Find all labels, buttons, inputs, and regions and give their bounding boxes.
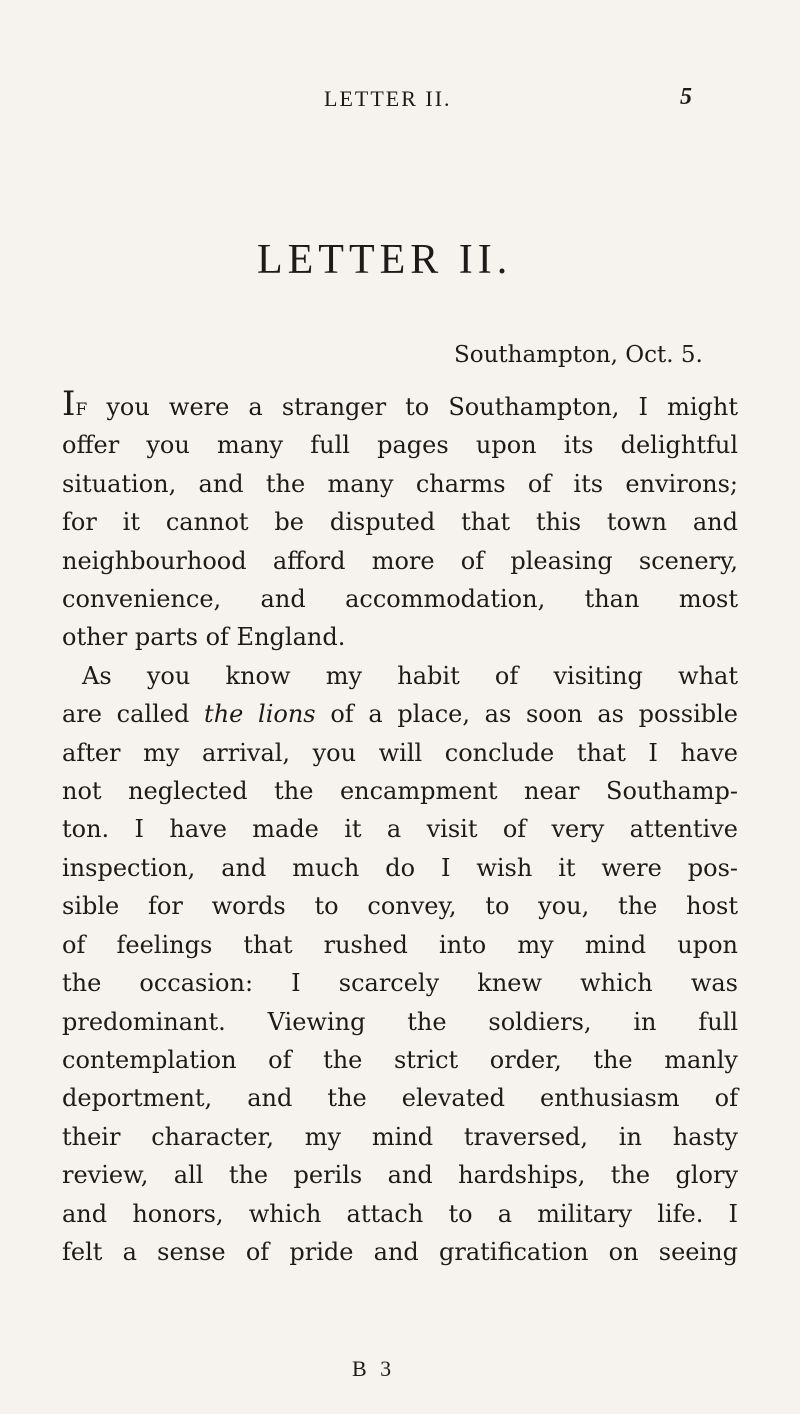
page-number: 5 xyxy=(680,84,692,110)
text-line: neighbourhood afford more of pleasing scenery, xyxy=(62,546,738,575)
text-line: offer you many full pages upon its delightful xyxy=(62,431,738,460)
dateline: Southampton, Oct. 5. xyxy=(454,342,703,368)
text-line: are called the lions of a place, as soon as possible xyxy=(62,700,739,729)
paragraph-2 xyxy=(62,657,738,1272)
text-line: If you were a stranger to Southampton, I might xyxy=(62,384,738,424)
text-line: ton. I have made it a visit of very attentive xyxy=(62,815,738,844)
text-line: not neglected the encampment near Southamp- xyxy=(62,777,738,806)
signature-mark: B 3 xyxy=(352,1356,396,1381)
text-line: contemplation of the strict order, the manly xyxy=(62,1045,738,1074)
letter-body xyxy=(62,384,739,1271)
text-line: felt a sense of pride and gratification on seeing xyxy=(62,1237,738,1266)
text-line: predominant. Viewing the soldiers, in full xyxy=(62,1007,738,1036)
text-line: deportment, and the elevated enthusiasm of xyxy=(62,1084,738,1113)
text-line: other parts of England. xyxy=(62,623,346,652)
text-line: convenience, and accommodation, than most xyxy=(62,585,738,614)
text-line: after my arrival, you will conclude that I have xyxy=(62,738,738,767)
letter-title: LETTER II. xyxy=(257,237,513,283)
text-line: for it cannot be disputed that this town and xyxy=(62,508,738,537)
running-head: LETTER II. xyxy=(324,86,452,111)
text-line: their character, my mind traversed, in hasty xyxy=(62,1122,738,1151)
drop-cap: I xyxy=(62,384,76,424)
text-line: the occasion: I scarcely knew which was xyxy=(62,969,738,998)
text-line: sible for words to convey, to you, the host xyxy=(62,892,738,921)
text-line: and honors, which attach to a military life. I xyxy=(62,1199,738,1228)
paragraph-1 xyxy=(62,384,738,657)
text-line: As you know my habit of visiting what xyxy=(82,661,738,690)
text-line: situation, and the many charms of its environs; xyxy=(62,469,738,498)
text-line: inspection, and much do I wish it were pos- xyxy=(62,853,738,882)
first-word-rest: f xyxy=(75,393,88,421)
italic-phrase: the lions xyxy=(204,700,316,729)
text-line: of feelings that rushed into my mind upon xyxy=(62,930,738,959)
text-line: review, all the perils and hardships, the glory xyxy=(62,1161,738,1190)
